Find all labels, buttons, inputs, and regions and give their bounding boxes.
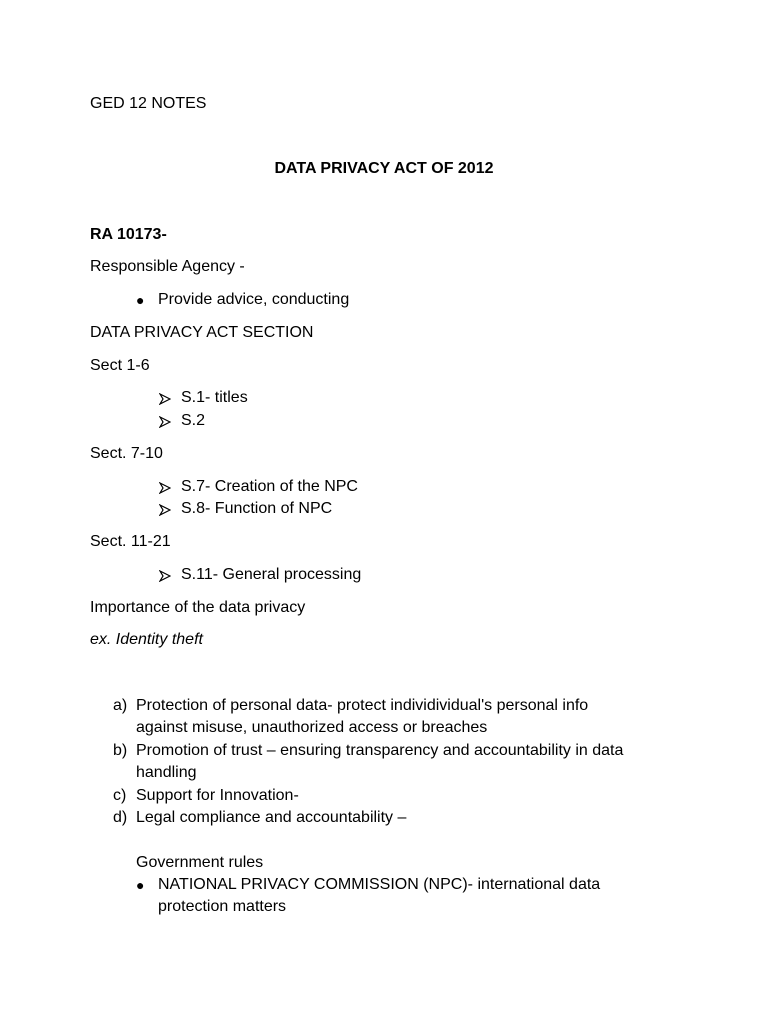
importance-list-item	[113, 807, 406, 829]
list-item-line: Support for Innovation-	[136, 787, 299, 804]
list-marker: c)	[113, 787, 127, 804]
government-bullet-line: protection matters	[158, 898, 287, 915]
section-item-text: S.11- General processing	[181, 566, 362, 583]
list-item-line: Legal compliance and accountability –	[136, 809, 407, 826]
section-item-text: S.2	[181, 412, 206, 429]
section-item	[159, 387, 248, 409]
government-bullet-line: NATIONAL PRIVACY COMMISSION (NPC)- international data	[158, 876, 601, 893]
section-label: Sect 1-6	[90, 357, 150, 374]
section-label: Sect. 7-10	[90, 445, 163, 462]
importance-list-item	[113, 695, 588, 739]
list-marker: a)	[113, 697, 128, 714]
arrow-bullet-icon	[159, 416, 171, 428]
bullet-dot-icon: ●	[136, 292, 145, 308]
importance-list-item	[113, 740, 623, 784]
section-item-text: S.7- Creation of the NPC	[181, 478, 358, 495]
list-item-line: handling	[136, 764, 197, 781]
section-heading: DATA PRIVACY ACT SECTION	[90, 324, 314, 341]
list-marker: d)	[113, 809, 128, 826]
section-item	[159, 476, 358, 498]
list-item-line: Promotion of trust – ensuring transparency and accountability in data	[136, 742, 624, 759]
list-marker: b)	[113, 742, 128, 759]
document-title: DATA PRIVACY ACT OF 2012	[274, 160, 494, 177]
agency-label: Responsible Agency -	[90, 258, 245, 275]
section-item	[159, 498, 332, 520]
list-item-line: Protection of personal data- protect individividual's personal info	[136, 697, 589, 714]
government-label: Government rules	[136, 854, 264, 871]
section-item-text: S.8- Function of NPC	[181, 500, 333, 517]
arrow-bullet-icon	[159, 393, 171, 405]
importance-example: ex. Identity theft	[90, 631, 203, 648]
agency-bullet-text: Provide advice, conducting	[158, 291, 350, 308]
arrow-bullet-icon	[159, 482, 171, 494]
section-item	[159, 410, 205, 432]
arrow-bullet-icon	[159, 504, 171, 516]
bullet-dot-icon: ●	[136, 877, 145, 893]
ra-label: RA 10173-	[90, 226, 167, 243]
arrow-bullet-icon	[159, 570, 171, 582]
importance-heading: Importance of the data privacy	[90, 599, 306, 616]
importance-list-item	[113, 785, 299, 807]
section-item	[159, 564, 361, 586]
agency-bullet-item	[136, 289, 349, 311]
section-label: Sect. 11-21	[90, 533, 171, 550]
course-header: GED 12 NOTES	[90, 95, 207, 112]
list-item-line: against misuse, unauthorized access or breaches	[136, 719, 488, 736]
section-item-text: S.1- titles	[181, 389, 248, 406]
government-bullet-item	[136, 874, 600, 918]
